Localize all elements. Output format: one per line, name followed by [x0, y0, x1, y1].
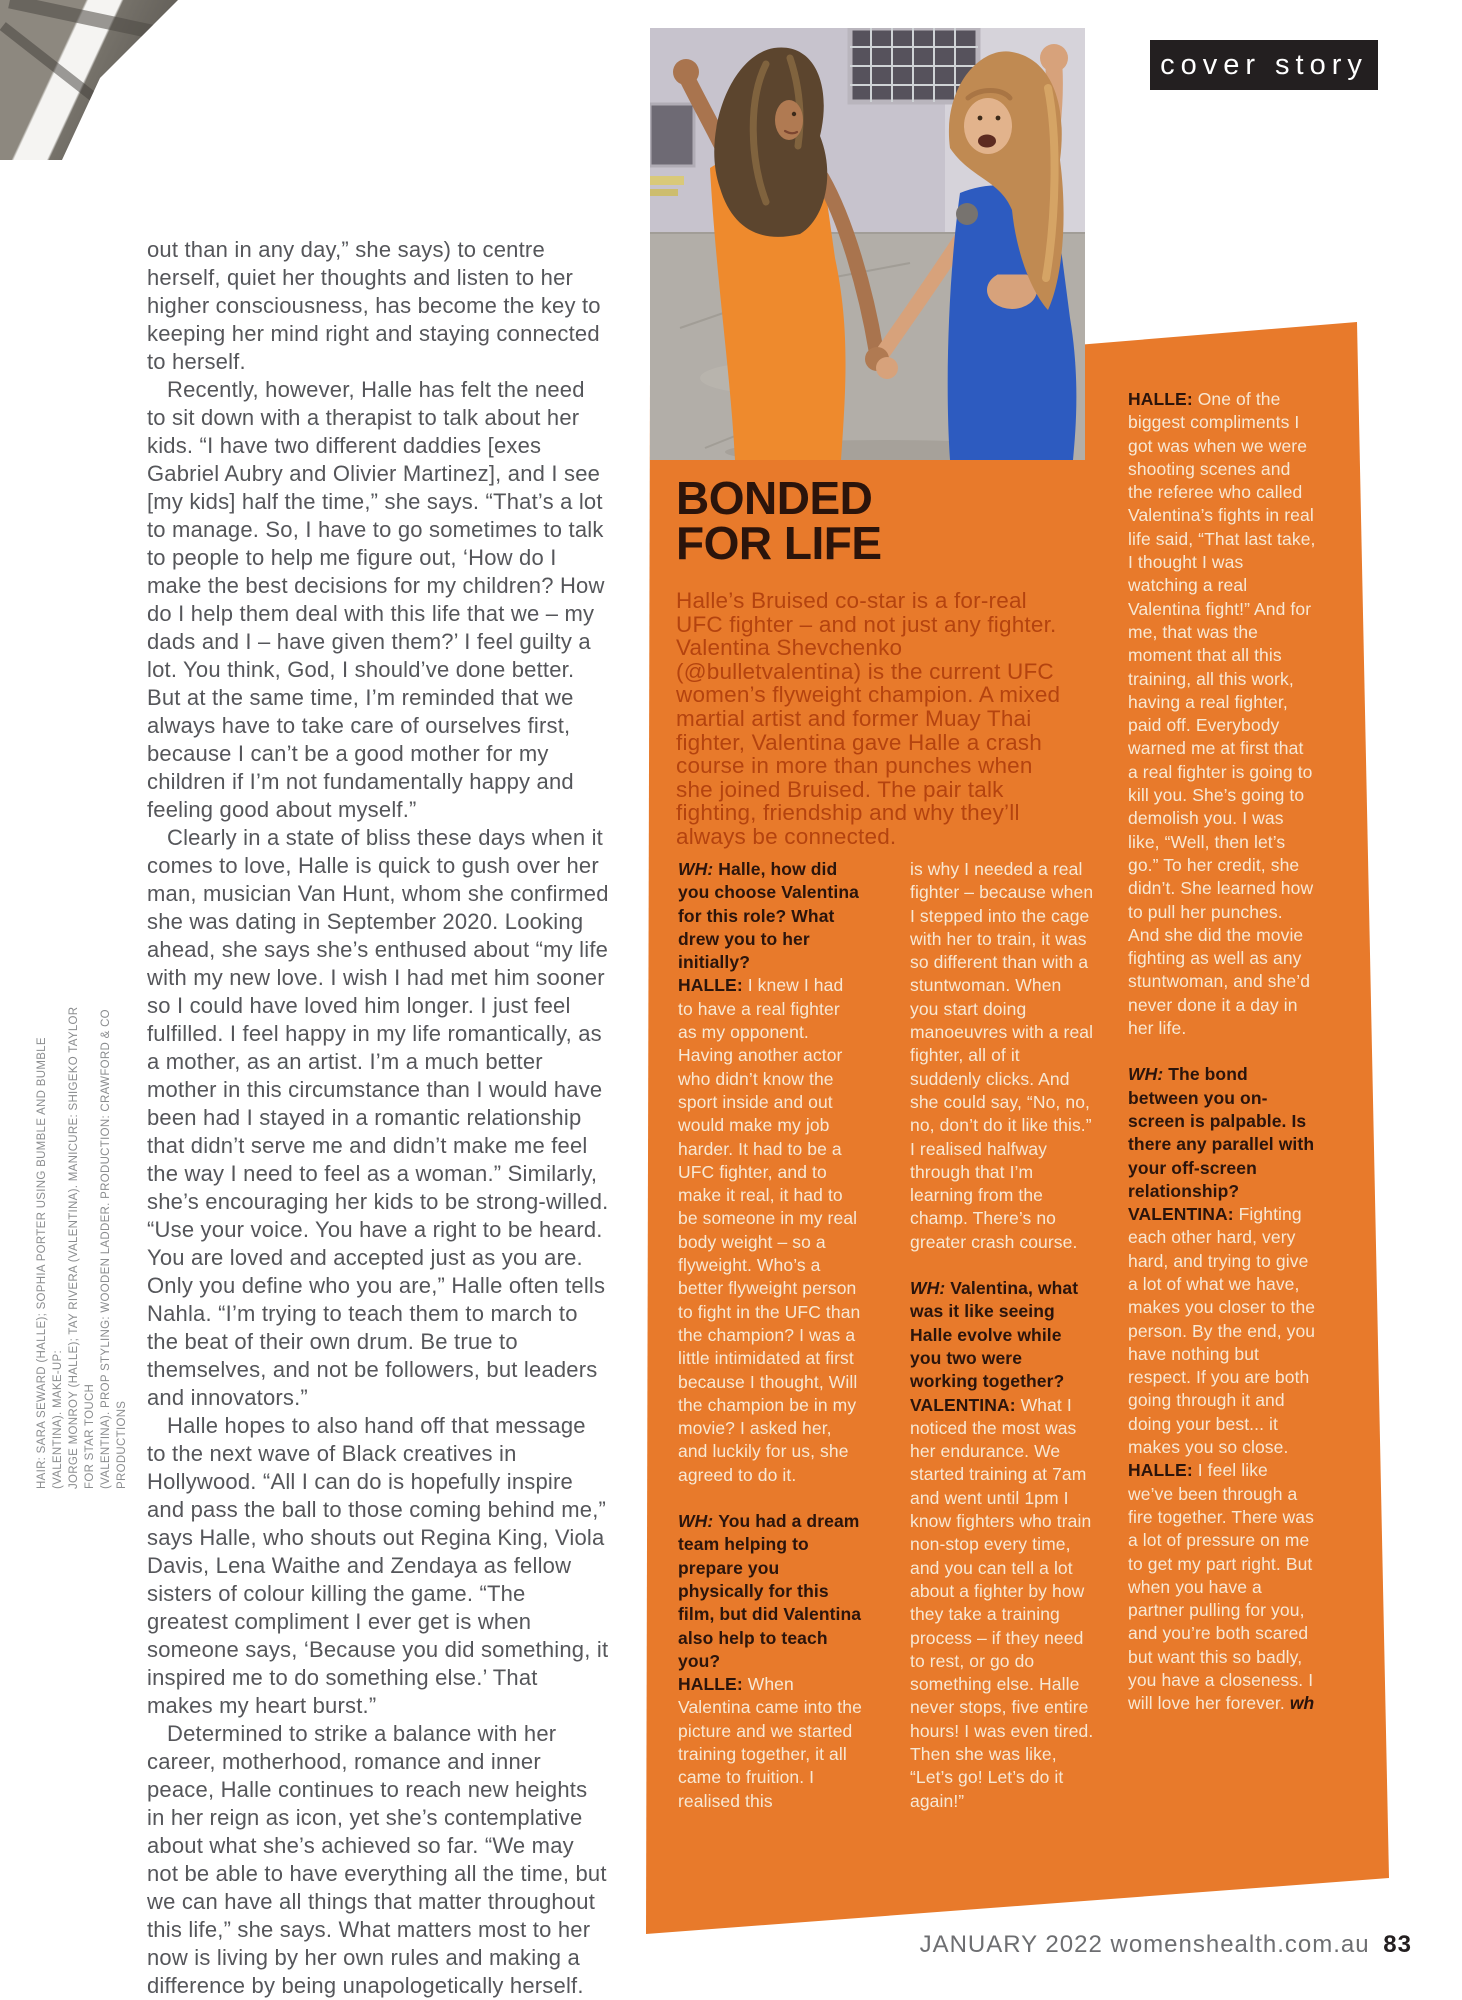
credits-line: JORGE MONROY (HALLE); TAY RIVERA (VALENTINA). MANICURE: SHIGEKO TAYLOR FOR STAR TOUCH	[68, 1006, 96, 1489]
article-paragraph: Halle hopes to also hand off that message to the next wave of Black creatives in Hollywood. “All I can do is hopefully inspire and pass the ball to those coming behind me,” says Halle, who shouts out Regina King, Viola Davis, Lena Waithe and Zendaya as fellow sisters of colour killing the game. “The greatest compliment I ever get is when someone says, ‘Because you did something, it inspired me to do something else.’ That makes my heart burst.”	[147, 1413, 609, 1718]
speaker-label: HALLE:	[1128, 1460, 1198, 1481]
speaker-label: HALLE:	[1128, 389, 1198, 409]
interview-answer: HALLE: I knew I had to have a real fighter as my opponent. Having another actor who didn’t know the sport inside and out would make my job harder. It had to be a UFC fighter, and to make it real, it had to be someone in my real body weight – so a flyweight. Who’s a better flyweight person to fight in the UFC than the champion? I was a little intimidated at first because I thought, Will the champion be in my movie? I asked her, and luckily for us, she agreed to do it.	[678, 975, 861, 1485]
article-paragraph: Determined to strike a balance with her career, motherhood, romance and inner peace, Halle continues to reach new heights in her reign as icon, yet she’s contemplative about what she’s achieved so far. “We may not be able to have everything all the time, but we can have all things that matter throughout this life,” she says. What matters most to her now is living by her own rules and making a difference by being unapologetically herself.	[147, 1721, 607, 1998]
photo-illustration	[650, 28, 1085, 460]
speaker-label: WH:	[678, 859, 719, 879]
building-beam-shape	[0, 22, 100, 104]
article-paragraph: out than in any day,” she says) to centre herself, quiet her thoughts and listen to her higher consciousness, has become the key to keeping her mind right and staying connected to herself.	[147, 237, 601, 374]
cover-story-label: cover story	[1160, 48, 1368, 81]
footer-issue: JANUARY 2022	[919, 1931, 1103, 1958]
interview-question: WH: You had a dream team helping to prepare you physically for this film, but did Valentina also help to teach you?	[678, 1511, 862, 1671]
article-end-mark: wh	[1289, 1693, 1315, 1714]
interview-answer: VALENTINA: Fighting each other hard, very hard, and trying to give a lot of what we have, makes you closer to the person. By the end, you have nothing but respect. If you are both going through it and doing your best... it makes you so close.	[1128, 1204, 1316, 1458]
qa-column-2	[910, 858, 1094, 1813]
footer-site: womenshealth.com.au	[1110, 1931, 1370, 1958]
interview-answer: is why I needed a real fighter – because when I stepped into the cage with her to train, it was so different than with a stuntwoman. When you start doing manoeuvres with a real fighter, all of it suddenly clicks. And she could say, “No, no, no, don’t do it like this.” I realised halfway through that I’m learning from the champ. There’s no greater crash course.	[910, 859, 1094, 1252]
speaker-label: WH:	[910, 1278, 951, 1299]
qa-column-3	[1128, 388, 1316, 1716]
page-footer	[920, 1931, 1412, 1959]
speaker-label: VALENTINA:	[910, 1394, 1021, 1415]
speaker-label: HALLE:	[678, 1674, 748, 1695]
interview-question: WH: Valentina, what was it like seeing Halle evolve while you two were working together?	[910, 1278, 1079, 1392]
previous-spread-photo-fragment	[0, 0, 178, 160]
page-number: 83	[1383, 1931, 1412, 1958]
speaker-label: HALLE:	[678, 975, 748, 996]
article-paragraph: Recently, however, Halle has felt the need to sit down with a therapist to talk about her kids. “I have two different daddies [exes Gabriel Aubry and Olivier Martinez], and I see [my kids] half the time,” she says. “That’s a lot to manage. So, I have to go sometimes to talk to people to help me figure out, ‘How do I make the best decisions for my children? How do I help them deal with this life that we – my dads and I – have given them?’ I feel guilty a lot. You think, God, I should’ve done better. But at the same time, I’m reminded that we always have to take care of ourselves first, because I can’t be a good mother for my children if I’m not fundamentally happy and feeling good about myself.”	[147, 377, 605, 822]
interview-question: WH: The bond between you on-screen is palpable. Is there any parallel with your off-screen relationship?	[1128, 1064, 1315, 1201]
cover-story-badge	[1150, 40, 1378, 90]
interview-answer: HALLE: When Valentina came into the picture and we started training together, it all came to fruition. I realised this	[678, 1674, 862, 1811]
feature-intro: Halle’s Bruised co-star is a for-real UFC fighter – and not just any fighter. Valentina Shevchenko (@bulletvalentina) is the current UFC women’s flyweight champion. A mixed martial artist and former Muay Thai fighter, Valentina gave Halle a crash course in more than punches when she joined Bruised. The pair talk fighting, friendship and why they’ll always be connected.	[676, 588, 1061, 849]
interview-question: WH: Halle, how did you choose Valentina for this role? What drew you to her initially?	[678, 859, 859, 973]
speaker-label: WH:	[678, 1511, 719, 1532]
cover-photo	[650, 28, 1085, 460]
credits-line: HAIR: SARA SEWARD (HALLE); SOPHIA PORTER USING BUMBLE AND BUMBLE (VALENTINA). MAKE-UP:	[36, 1037, 64, 1489]
interview-answer: HALLE: One of the biggest compliments I got was when we were shooting scenes and the referee who called Valentina’s fights in real life said, “That last take, I thought I was watching a real Valentina fight!” And for me, that was the moment that all this training, all this work, having a real fighter, paid off. Everybody warned me at first that a real fighter is going to kill you. She’s going to demolish you. I was like, “Well, then let’s go.” To her credit, she didn’t. She learned how to pull her punches. And she did the movie fighting as well as any stuntwoman, and she’d never done it a day in her life.	[1128, 389, 1316, 1039]
feature-title	[676, 472, 882, 569]
interview-answer: VALENTINA: What I noticed the most was her endurance. We started training at 7am and went until 1pm I know fighters who train non-stop every time, and you can tell a lot about a fighter by how they take a training process – if they need to rest, or go do something else. Halle never stops, five entire hours! I was even tired. Then she was like, “Let’s go! Let’s do it again!”	[910, 1394, 1094, 1811]
speaker-label: VALENTINA:	[1128, 1204, 1239, 1225]
article-paragraph: Clearly in a state of bliss these days when it comes to love, Halle is quick to gush over her man, musician Van Hunt, whom she confirmed she was dating in September 2020. Looking ahead, she says she’s enthused about “my life with my new love. I wish I had met him sooner so I could have loved him longer. I just feel fulfilled. I feel happy in my life romantically, as a mother, as an artist. I’m a much better mother in this circumstance than I would have been had I stayed in a romantic relationship that didn’t serve me and didn’t make me feel the way I need to feel as a woman.” Similarly, she’s encouraging her kids to be strong-willed. “Use your voice. You have a right to be heard. You are loved and accepted just as you are. Only you define who you are,” Halle often tells Nahla. “I’m trying to teach them to march to the beat of their own drum. Be true to themselves, and not be followers, but leaders and innovators.”	[147, 825, 609, 1410]
article-column	[147, 236, 609, 2000]
building-beam-shape	[8, 0, 158, 39]
feature-title-line1: BONDED	[676, 472, 873, 524]
feature-title-line2: FOR LIFE	[676, 517, 882, 569]
speaker-label: WH:	[1128, 1064, 1169, 1085]
qa-column-1	[678, 858, 862, 1813]
interview-answer: HALLE: I feel like we’ve been through a fire together. There was a lot of pressure on me to get my part right. But when you have a partner pulling for you, and you’re both scared but want this so badly, you have a closeness. I will love her forever. wh	[1128, 1460, 1315, 1714]
photo-credits	[34, 983, 130, 1489]
credits-line: (VALENTINA). PROP STYLING: WOODEN LADDER. PRODUCTION: CRAWFORD & CO PRODUCTIONS	[100, 1009, 128, 1489]
